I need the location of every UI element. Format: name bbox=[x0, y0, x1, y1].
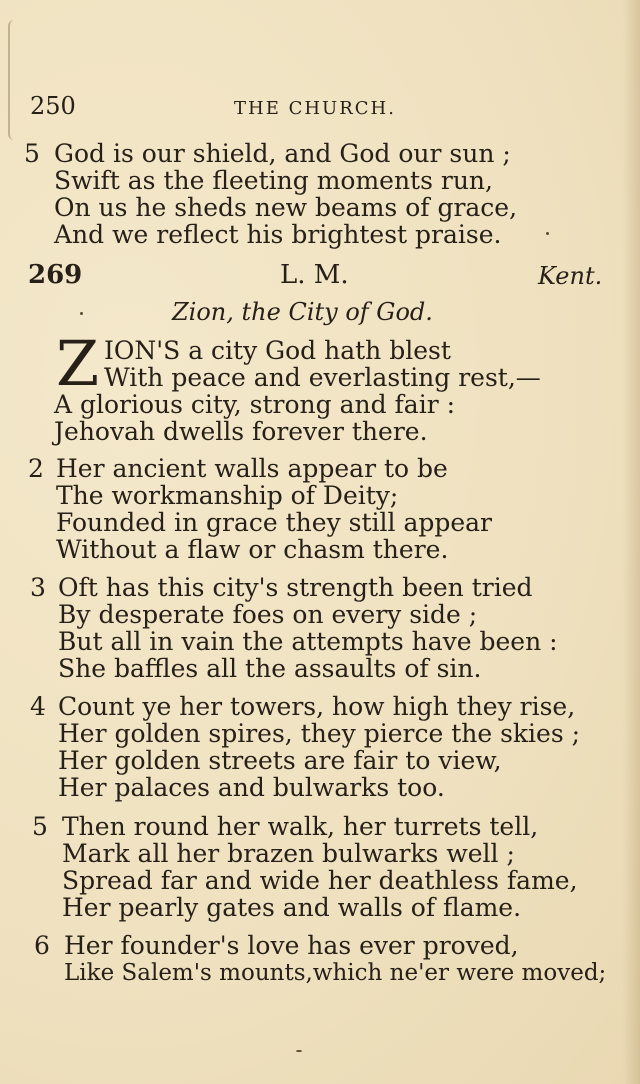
hymn-title: Zion, the City of God. bbox=[172, 298, 433, 326]
verse-line: But all in vain the attempts have been : bbox=[58, 627, 558, 656]
verse-line: Then round her walk, her turrets tell, bbox=[62, 812, 539, 841]
prev-verse-number: 5 bbox=[24, 139, 40, 168]
verse-line: Her golden spires, they pierce the skies ; bbox=[58, 719, 581, 748]
verse-line: And we reflect his brightest praise. bbox=[54, 220, 502, 249]
verse-line: ION'S a city God hath blest bbox=[104, 336, 451, 365]
verse-line: The workmanship of Deity; bbox=[56, 481, 399, 510]
verse-line: With peace and everlasting rest,— bbox=[104, 363, 541, 392]
verse-number: 5 bbox=[32, 812, 48, 841]
verse-number: 3 bbox=[30, 573, 46, 602]
verse-line: God is our shield, and God our sun ; bbox=[54, 139, 511, 168]
verse-line: Without a flaw or chasm there. bbox=[56, 535, 449, 564]
verse-line: On us he sheds new beams of grace, bbox=[54, 193, 518, 222]
verse-line: By desperate foes on every side ; bbox=[58, 600, 478, 629]
verse-line: Jehovah dwells forever there. bbox=[54, 417, 428, 446]
page-spine-shadow bbox=[8, 20, 20, 140]
print-speck bbox=[296, 1050, 302, 1052]
verse-line: Her pearly gates and walls of flame. bbox=[62, 893, 522, 922]
running-title: THE CHURCH. bbox=[234, 98, 396, 119]
verse-line: Her golden streets are fair to view, bbox=[58, 746, 502, 775]
verse-line: A glorious city, strong and fair : bbox=[54, 390, 456, 419]
print-speck bbox=[80, 312, 83, 315]
verse-line: Oft has this city's strength been tried bbox=[58, 573, 533, 602]
verse-line: Spread far and wide her deathless fame, bbox=[62, 866, 578, 895]
verse-number: 4 bbox=[30, 692, 46, 721]
verse-line: Count ye her towers, how high they rise, bbox=[58, 692, 576, 721]
drop-cap: Z bbox=[56, 327, 100, 400]
hymn-tune: Kent. bbox=[538, 262, 603, 290]
page-edge-shadow bbox=[622, 0, 640, 1084]
verse-line: Mark all her brazen bulwarks well ; bbox=[62, 839, 515, 868]
verse-line: Her palaces and bulwarks too. bbox=[58, 773, 445, 802]
verse-line: Her ancient walls appear to be bbox=[56, 454, 448, 483]
hymn-number: 269 bbox=[28, 260, 83, 290]
verse-number: 6 bbox=[34, 931, 50, 960]
verse-line: Her founder's love has ever proved, bbox=[64, 931, 519, 960]
verse-line: Founded in grace they still appear bbox=[56, 508, 493, 537]
verse-line: She baffles all the assaults of sin. bbox=[58, 654, 482, 683]
print-speck bbox=[546, 232, 549, 235]
hymn-meter: L. M. bbox=[280, 260, 349, 290]
page-header bbox=[30, 92, 600, 124]
verse-number: 2 bbox=[28, 454, 44, 483]
verse-line: Swift as the fleeting moments run, bbox=[54, 166, 493, 195]
page-number: 250 bbox=[30, 92, 76, 120]
verse-line: Like Salem's mounts,which ne'er were moved; bbox=[64, 960, 607, 986]
